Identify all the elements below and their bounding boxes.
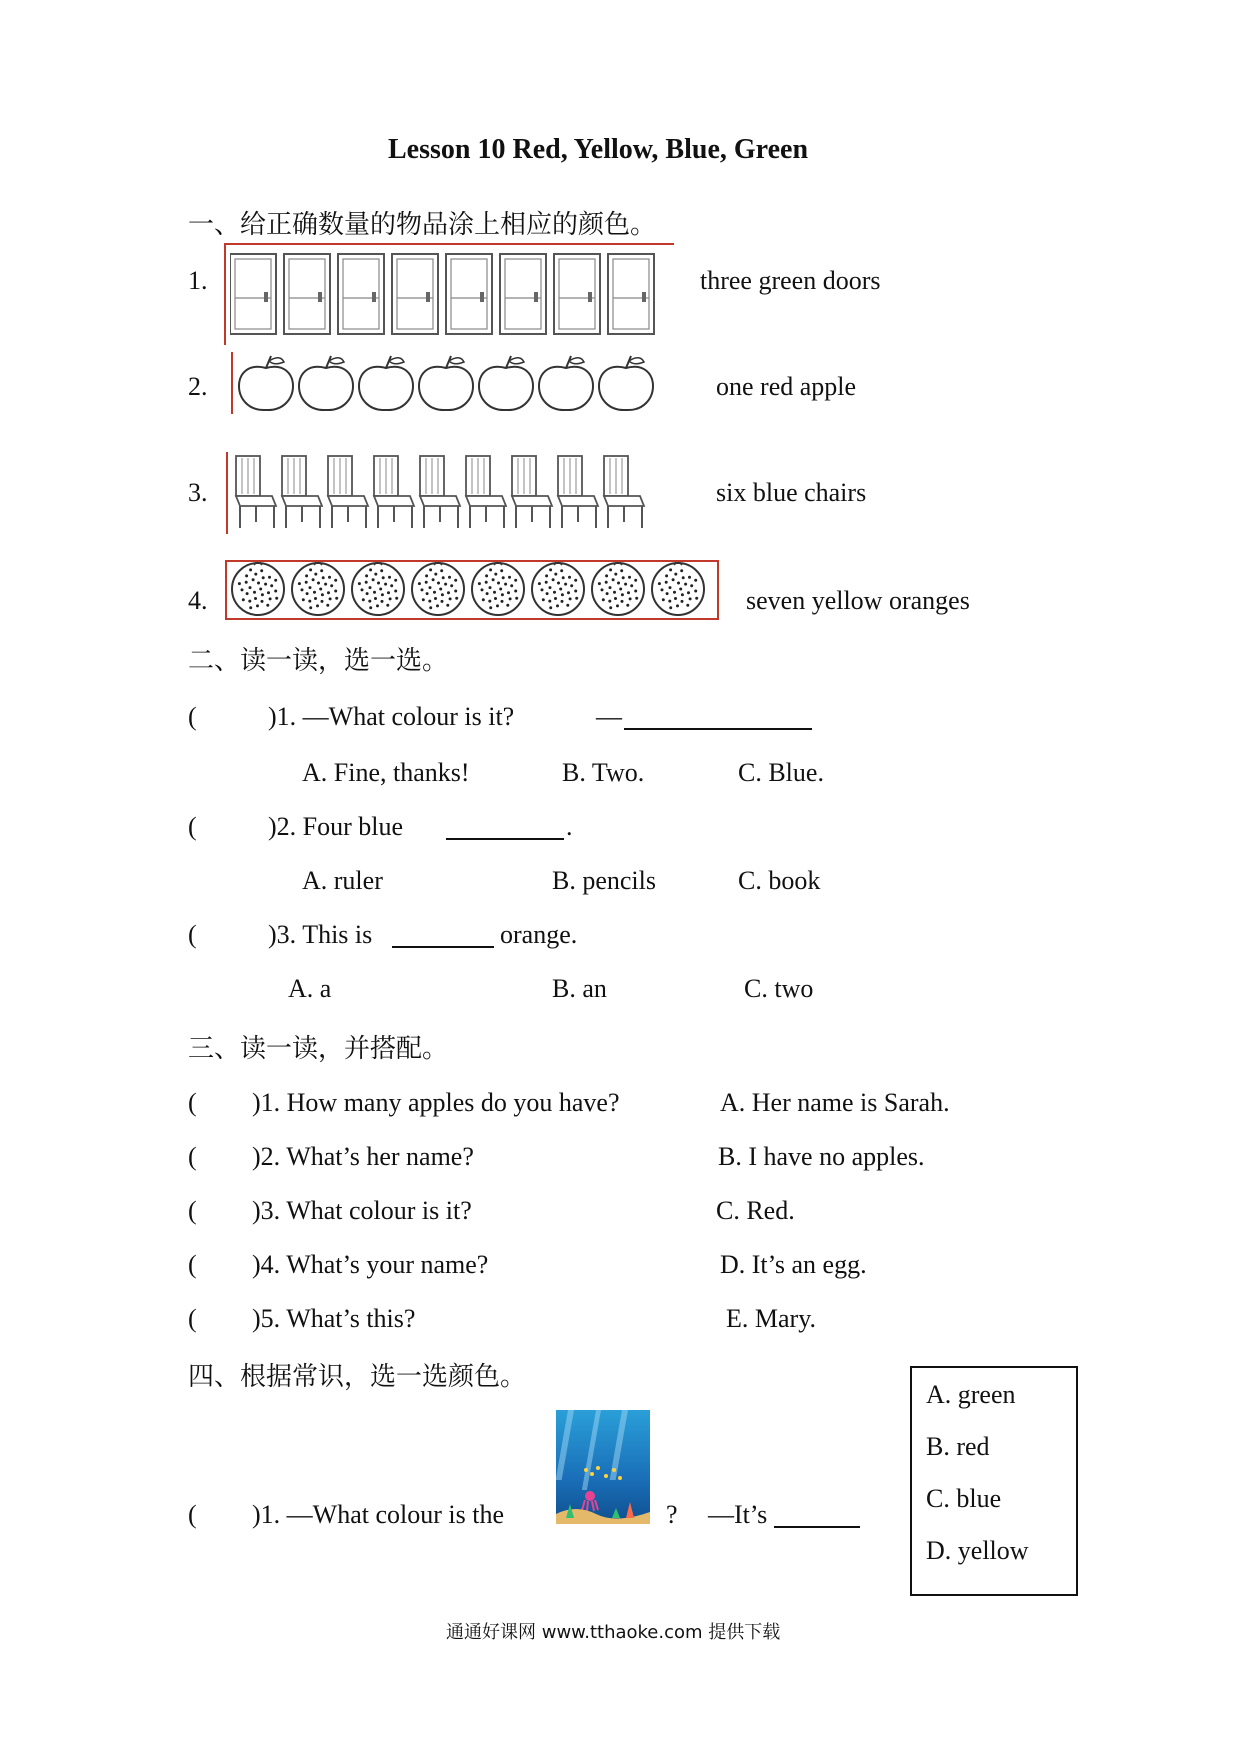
chair-icon: [236, 456, 276, 528]
q2-2-option-b: B. pencils: [552, 866, 656, 895]
orange-icon: [352, 562, 404, 615]
apples-row: [236, 352, 666, 414]
match-4-answer: D. It’s an egg.: [720, 1250, 867, 1279]
q2-1-paren: (: [188, 702, 197, 731]
match-1-answer: A. Her name is Sarah.: [720, 1088, 950, 1117]
door-icon: [446, 254, 492, 334]
q4-1-text: )1. —What colour is the: [252, 1500, 504, 1529]
chair-icon: [374, 456, 414, 528]
color-option-b: B. red: [926, 1432, 990, 1461]
match-1-question: )1. How many apples do you have?: [252, 1088, 620, 1117]
color-option-c: C. blue: [926, 1484, 1002, 1513]
page-title: Lesson 10 Red, Yellow, Blue, Green: [388, 134, 809, 165]
q4-1-paren: (: [188, 1500, 197, 1529]
item-1-number: 1.: [188, 266, 208, 295]
q2-3-text: )3. This is: [268, 920, 373, 949]
q2-1-dash: —: [596, 702, 622, 731]
orange-icon: [472, 562, 524, 615]
match-5-paren: (: [188, 1304, 197, 1333]
q2-3-paren: (: [188, 920, 197, 949]
door-icon: [284, 254, 330, 334]
q2-2-blank[interactable]: [446, 812, 564, 845]
section-3-heading: 三、读一读，并搭配。: [188, 1034, 449, 1064]
q2-3-option-b: B. an: [552, 974, 607, 1003]
door-icon: [500, 254, 546, 334]
apple-icon: [479, 356, 533, 410]
chair-icon: [328, 456, 368, 528]
chair-icon: [420, 456, 460, 528]
apple-icon: [299, 356, 353, 410]
q2-2-end: .: [566, 812, 573, 841]
match-1-paren: (: [188, 1088, 197, 1117]
q2-2-text: )2. Four blue: [268, 812, 404, 841]
sea-picture: [556, 1410, 650, 1524]
q2-3-option-c: C. two: [744, 974, 814, 1003]
item-1-label: three green doors: [700, 266, 881, 295]
section-4-heading: 四、根据常识，选一选颜色。: [188, 1362, 527, 1392]
color-option-d: D. yellow: [926, 1536, 1029, 1565]
door-icon: [230, 254, 276, 334]
item-2-label: one red apple: [716, 372, 857, 401]
chairs-row: [232, 452, 652, 534]
orange-icon: [412, 562, 464, 615]
q2-1-option-b: B. Two.: [562, 758, 645, 787]
chair-icon: [466, 456, 506, 528]
q4-1-blank[interactable]: [774, 1500, 860, 1533]
chair-icon: [558, 456, 598, 528]
apple-icon: [599, 356, 653, 410]
q2-2-option-c: C. book: [738, 866, 821, 895]
door-icon: [338, 254, 384, 334]
orange-icon: [292, 562, 344, 615]
color-option-a: A. green: [926, 1380, 1016, 1409]
apple-icon: [359, 356, 413, 410]
item-2-number: 2.: [188, 372, 208, 401]
apple-icon: [419, 356, 473, 410]
orange-icon: [232, 562, 284, 615]
q2-1-option-a: A. Fine, thanks!: [302, 758, 470, 787]
q2-1-option-c: C. Blue.: [738, 758, 824, 787]
orange-icon: [592, 562, 644, 615]
match-4-paren: (: [188, 1250, 197, 1279]
chair-icon: [512, 456, 552, 528]
item-3-number: 3.: [188, 478, 208, 507]
match-3-question: )3. What colour is it?: [252, 1196, 472, 1225]
match-2-answer: B. I have no apples.: [718, 1142, 925, 1171]
q2-2-option-a: A. ruler: [302, 866, 383, 895]
item-4-label: seven yellow oranges: [746, 586, 970, 615]
match-3-paren: (: [188, 1196, 197, 1225]
footer-credit: 通通好课网 www.tthaoke.com 提供下载: [446, 1622, 781, 1643]
q2-2-paren: (: [188, 812, 197, 841]
q2-1-blank[interactable]: [624, 702, 812, 735]
q2-3-option-a: A. a: [288, 974, 332, 1003]
q2-3-blank[interactable]: [392, 920, 494, 953]
match-2-question: )2. What’s her name?: [252, 1142, 474, 1171]
chair-icon: [604, 456, 644, 528]
item-4-number: 4.: [188, 586, 208, 615]
door-icon: [554, 254, 600, 334]
match-3-answer: C. Red.: [716, 1196, 795, 1225]
q2-3-end: orange.: [500, 920, 578, 949]
door-icon: [392, 254, 438, 334]
q2-1-text: )1. —What colour is it?: [268, 702, 515, 731]
doors-row: [230, 252, 670, 338]
orange-icon: [532, 562, 584, 615]
chair-icon: [282, 456, 322, 528]
orange-icon: [652, 562, 704, 615]
q4-1-answer-prefix: —It’s: [708, 1500, 768, 1529]
oranges-row: [228, 562, 712, 616]
item-3-label: six blue chairs: [716, 478, 867, 507]
match-5-question: )5. What’s this?: [252, 1304, 416, 1333]
door-icon: [608, 254, 654, 334]
section-1-heading: 一、给正确数量的物品涂上相应的颜色。: [188, 210, 657, 240]
section-2-heading: 二、读一读，选一选。: [188, 646, 449, 676]
match-2-paren: (: [188, 1142, 197, 1171]
match-5-answer: E. Mary.: [726, 1304, 817, 1333]
q4-1-question-mark: ?: [666, 1500, 678, 1529]
apple-icon: [539, 356, 593, 410]
apple-icon: [239, 356, 293, 410]
match-4-question: )4. What’s your name?: [252, 1250, 489, 1279]
